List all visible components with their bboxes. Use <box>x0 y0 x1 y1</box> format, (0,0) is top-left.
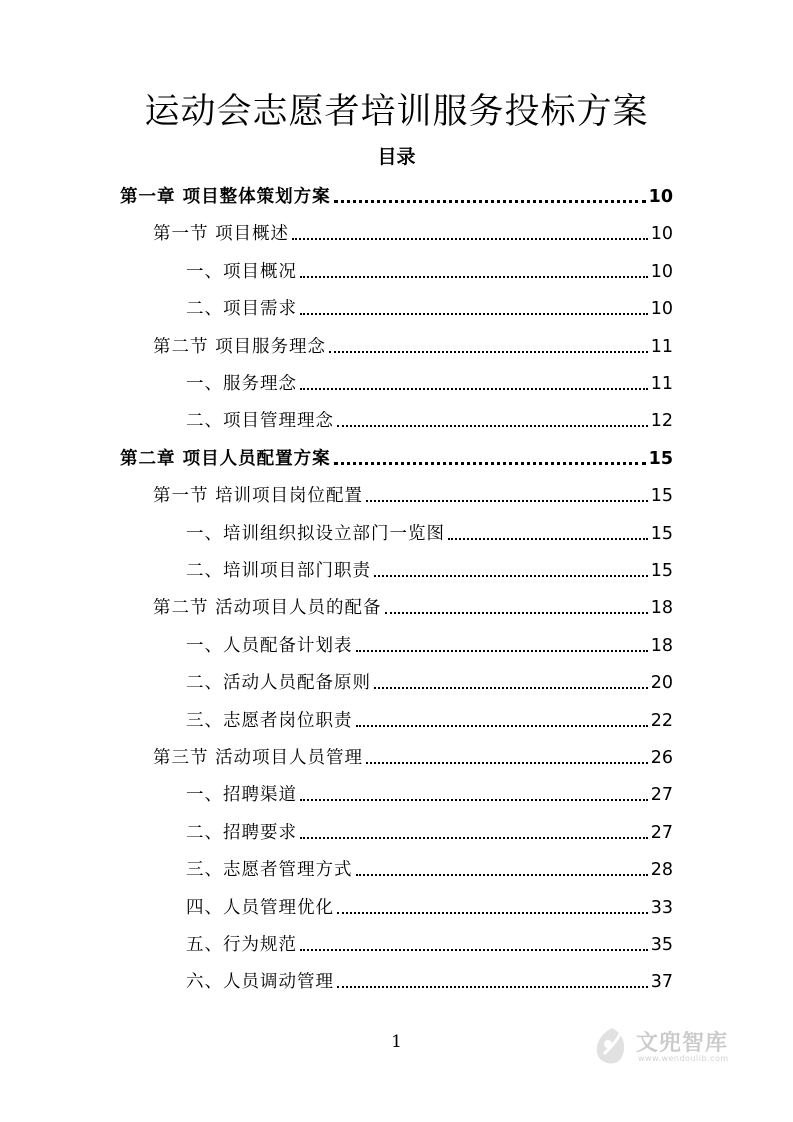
toc-entry-page: 15 <box>650 486 673 507</box>
toc-entry-page: 27 <box>650 822 673 843</box>
toc-entry-page: 35 <box>650 935 673 955</box>
toc-entry-label: 第一节 培训项目岗位配置 <box>153 486 364 507</box>
toc-entry-label: 六、人员调动管理 <box>186 972 334 993</box>
toc-leader-dots <box>300 388 648 390</box>
toc-entry[interactable] <box>186 929 673 957</box>
toc-entry-page: 27 <box>650 785 673 806</box>
watermark-text: 文兜智库 <box>636 1031 729 1056</box>
toc-leader-dots <box>374 687 648 689</box>
toc-entry[interactable] <box>186 667 673 695</box>
toc-entry[interactable] <box>186 518 673 546</box>
toc-entry[interactable] <box>186 555 673 583</box>
toc-leader-dots <box>292 238 648 240</box>
toc-leader-dots <box>366 500 648 502</box>
toc-entry[interactable] <box>186 779 673 807</box>
toc-entry-page: 22 <box>650 710 673 731</box>
toc-entry-label: 一、项目概况 <box>186 261 297 282</box>
toc-entry-page: 18 <box>650 598 673 619</box>
toc-entry[interactable] <box>153 480 673 508</box>
toc-leader-dots <box>334 200 646 203</box>
toc-entry-page: 10 <box>650 299 673 320</box>
toc-entry-label: 一、人员配备计划表 <box>186 635 353 656</box>
toc-entry-page: 10 <box>650 224 673 245</box>
toc-entry-page: 28 <box>650 860 673 881</box>
toc-entry-label: 三、志愿者岗位职责 <box>186 710 353 731</box>
toc-leader-dots <box>334 462 646 465</box>
toc-entry[interactable] <box>153 592 673 620</box>
toc-entry[interactable] <box>153 742 673 770</box>
toc-heading: 目录 <box>377 146 416 168</box>
toc-entry[interactable] <box>153 331 673 359</box>
watermark <box>590 1022 770 1070</box>
toc-entry-label: 第一章 项目整体策划方案 <box>120 187 331 207</box>
toc-entry-label: 一、培训组织拟设立部门一览图 <box>186 523 445 544</box>
toc-entry[interactable] <box>186 966 673 994</box>
toc-entry[interactable] <box>186 630 673 658</box>
toc-entry-label: 二、活动人员配备原则 <box>186 673 371 694</box>
toc-entry[interactable] <box>186 705 673 733</box>
toc-leader-dots <box>300 799 648 801</box>
toc-entry-label: 二、项目管理理念 <box>186 411 334 432</box>
toc-entry-page: 10 <box>650 261 673 282</box>
toc-leader-dots <box>300 276 648 278</box>
toc-entry[interactable] <box>120 181 673 209</box>
toc-leader-dots <box>337 986 648 988</box>
toc-entry-page: 37 <box>650 972 673 993</box>
toc-entry-label: 二、项目需求 <box>186 299 297 320</box>
toc-entry-page: 18 <box>650 635 673 656</box>
toc-entry-page: 33 <box>650 897 673 918</box>
toc-leader-dots <box>337 425 648 427</box>
toc-leader-dots <box>448 538 648 540</box>
toc-leader-dots <box>300 949 648 951</box>
toc-entry[interactable] <box>120 443 673 471</box>
toc-leader-dots <box>356 874 648 876</box>
toc-entry-label: 第二节 活动项目人员的配备 <box>153 598 382 619</box>
toc-entry-label: 第二节 项目服务理念 <box>153 336 327 357</box>
toc-entry-page: 26 <box>650 748 673 768</box>
toc-leader-dots <box>300 837 648 839</box>
toc-entry-label: 一、招聘渠道 <box>186 785 297 806</box>
toc-leader-dots <box>356 650 648 652</box>
toc-entry-page: 15 <box>648 448 673 469</box>
toc-entry-label: 五、行为规范 <box>186 935 297 955</box>
leaf-logo-icon <box>590 1024 634 1068</box>
toc-entry-label: 第二章 项目人员配置方案 <box>120 448 331 469</box>
page-number: 1 <box>391 1032 402 1052</box>
toc-entry-label: 二、培训项目部门职责 <box>186 561 371 581</box>
toc-entry[interactable] <box>186 854 673 882</box>
toc-entry-page: 20 <box>650 673 673 694</box>
toc-entry[interactable] <box>186 817 673 845</box>
toc-leader-dots <box>300 313 648 315</box>
toc-entry-label: 一、服务理念 <box>186 374 297 394</box>
toc-entry[interactable] <box>186 892 673 920</box>
toc-leader-dots <box>337 912 648 914</box>
toc-leader-dots <box>356 725 648 727</box>
toc-entry[interactable] <box>186 405 673 433</box>
toc-entry[interactable] <box>186 368 673 396</box>
document-title: 运动会志愿者培训服务投标方案 <box>144 92 649 132</box>
toc-leader-dots <box>366 762 648 764</box>
toc-leader-dots <box>374 575 648 577</box>
toc-entry-label: 四、人员管理优化 <box>186 897 334 918</box>
toc-entry-page: 11 <box>650 336 673 357</box>
toc-entry-page: 11 <box>650 374 673 394</box>
toc-leader-dots <box>329 351 648 353</box>
toc-entry-page: 10 <box>648 187 673 207</box>
toc-entry-label: 三、志愿者管理方式 <box>186 860 353 881</box>
toc-leader-dots <box>385 612 648 614</box>
toc-entry-page: 15 <box>650 523 673 544</box>
watermark-subtext: www.wendoulib.com <box>638 1054 729 1063</box>
toc-entry-label: 二、招聘要求 <box>186 822 297 843</box>
toc-entry[interactable] <box>186 293 673 321</box>
toc-entry-label: 第三节 活动项目人员管理 <box>153 748 364 768</box>
toc-entry[interactable] <box>186 256 673 284</box>
toc-entry-label: 第一节 项目概述 <box>153 224 290 245</box>
toc-entry-page: 12 <box>650 411 673 432</box>
toc-entry[interactable] <box>153 218 673 246</box>
toc-entry-page: 15 <box>650 561 673 581</box>
